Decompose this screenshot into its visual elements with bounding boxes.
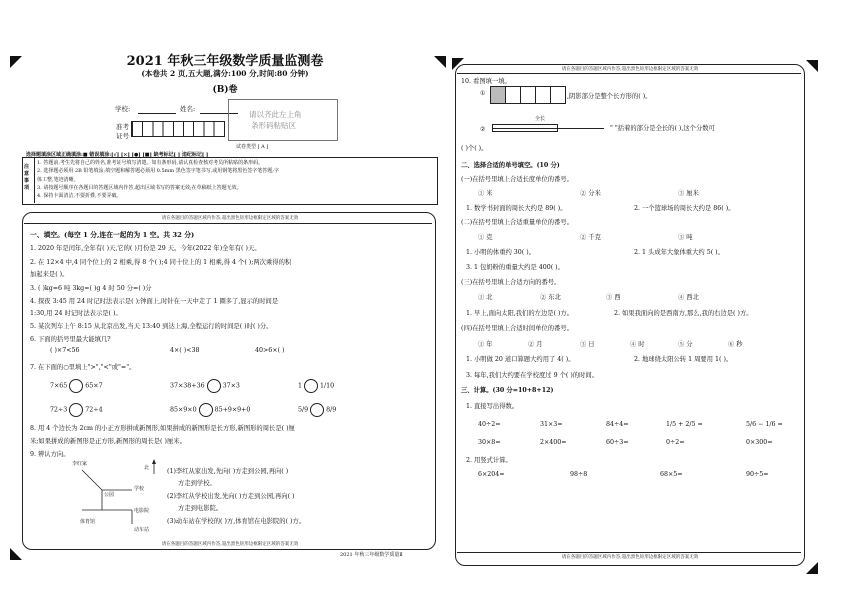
map-park: 公园: [104, 492, 115, 498]
q7-r1-b: 65×7: [85, 382, 103, 390]
notes-divider: [34, 157, 35, 203]
right-footer-note: 请在各题目的答题区域内作答,超出黑色矩形边框限定区域的答案无效: [561, 555, 699, 560]
id-label-line2: 证号: [116, 132, 129, 140]
q10: 10. 看图填一填。: [461, 78, 511, 85]
g2-opt2: ② 千克: [580, 234, 601, 241]
q9-3: (3)动车站在学校的( )方,体育馆在电影院的( )方。: [167, 518, 306, 525]
g4-q2: 2. 地球绕太阳公转 1 周要用 1( )。: [634, 356, 733, 363]
c1-r1-4: 1/5 + 2/5 =: [666, 421, 703, 428]
c1-r2-2: 2×400=: [540, 439, 567, 446]
q6: 6. 下面的括号里最大能填几?: [30, 336, 111, 343]
q9: 9. 辨认方向。: [30, 451, 70, 458]
g3-opt3: ③ 西: [606, 294, 621, 301]
fraction-rectangle: [490, 86, 566, 104]
map-station: 动车站: [134, 527, 150, 533]
c2-4: 90÷5=: [746, 471, 769, 478]
corner-marker-top-right: [434, 56, 446, 68]
g3-opt4: ④ 西北: [678, 294, 699, 301]
q7-row2-mid: [170, 403, 250, 417]
sticker-text-1: 请以齐此左上角: [249, 110, 302, 119]
g1-heading: (一)在括号里填上合适长度单位的番号。: [461, 176, 573, 183]
exam-subtitle: (本卷共 2 页,五大题,满分:100 分,时间:80 分钟): [141, 69, 309, 78]
corner-marker-right-br: [806, 562, 818, 574]
g4-q3: 3. 每年,我们大约要在学校度过 9 个( )的时间。: [466, 372, 598, 379]
q10b-line2: ( )个( )。: [461, 145, 488, 152]
g1-q1: 1. 数学书封面的周长大约是 89( )。: [466, 205, 567, 212]
g4-q1: 1. 小明做 20 道口算题大约用了 4( )。: [466, 356, 575, 363]
compare-circle[interactable]: [304, 379, 318, 393]
circled-1: ①: [480, 90, 486, 97]
q7-row1: [50, 379, 103, 393]
section1-heading: 一、填空。(每空 1 分,连在一起的为 1 空。共 32 分): [30, 231, 195, 239]
circled-2: ②: [480, 126, 486, 133]
note-5: 4. 保持卡面清洁,不要折叠,不要弄破。: [37, 193, 122, 200]
g1-opt3: ③ 厘米: [678, 190, 699, 197]
q7-r2-e: 5/9: [298, 406, 309, 414]
g3-opt2: ② 东北: [540, 294, 561, 301]
segment-highlight: [492, 124, 558, 132]
right-top-note-rule: [457, 73, 801, 74]
left-footer-note: 请在各题目的答题区域内作答,超出黑色矩形边框限定区域的答案无效: [161, 542, 299, 547]
full-length-label: 全长: [535, 116, 546, 122]
left-area-note-rule: [24, 223, 432, 224]
c2-2: 98÷8: [570, 471, 588, 478]
left-area-note: 请在各题目的答题区域内作答,超出黑色矩形边框限定区域的答案无效: [161, 216, 299, 221]
compare-circle[interactable]: [207, 379, 221, 393]
corner-marker-right-tr: [806, 60, 818, 72]
q7-row2: [50, 403, 103, 417]
right-top-note: 请在各题目的答题区域内作答,超出黑色矩形边框限定区域的答案无效: [561, 67, 699, 72]
g3-q1: 1. 早上,面向太阳,我们的左边是( )方。: [466, 310, 574, 317]
c1-r2-3: 60÷3=: [606, 439, 629, 446]
g4-opt1: ① 年: [478, 341, 493, 348]
q7-r2-f: 8/9: [326, 406, 337, 414]
q7-r2-b: 72÷4: [85, 406, 103, 414]
q1: 1. 2020 年是闰年,全年有( )天,它的( )月份是 29 天。今年(2022 年)全年有( )天。: [30, 245, 261, 252]
g2-heading: (二)在括号里填上合适重量单位的番号。: [461, 219, 573, 226]
q5: 5. 某次列车上午 8:15 从北京出发,当天 13:40 到达上海,全程运行的时间是( )时( )分。: [30, 323, 273, 330]
g3-heading: (三)在括号里填上合适方向的番号。: [461, 279, 561, 286]
section3-heading: 三、计算。(30 分=10+8+12): [461, 387, 554, 394]
q7-row1-mid: [170, 379, 240, 393]
g2-q3: 3. 1 包奶粉的重量大约是 400( )。: [466, 264, 564, 271]
id-label: [116, 123, 129, 141]
map-north: 北: [144, 465, 150, 471]
school-field[interactable]: [138, 113, 176, 114]
note-2: 2. 选择题必须用 2B 铅笔填涂;填空题和解答题必须用 0.5mm 黑色签字笔书写,或用钢笔将黑色签字笔答题;字: [37, 168, 279, 175]
q7-r1-c: 37×38+36: [170, 382, 205, 390]
paper-type: 试卷类型 [ A ]: [236, 144, 269, 150]
q10b: " "括着的部分是全长的( ),这个分数可: [610, 125, 715, 132]
exam-id-grid[interactable]: [131, 121, 225, 137]
q9-2-line1: (2)李红从学校出发,先向( )方走到公园,再向( ): [167, 493, 295, 500]
c1-r1-5: 5/6 − 1/6 =: [746, 421, 783, 428]
q7-r2-a: 72÷3: [50, 406, 68, 414]
c2-3: 68×5=: [660, 471, 683, 478]
q7-r2-c: 85×9×0: [170, 406, 197, 414]
g4-opt4: ④ 时: [630, 341, 645, 348]
left-footer-page: 2021 年秋三年级数学质量Ⅱ: [340, 552, 403, 558]
q7-r1-e: 1: [298, 382, 303, 390]
notes-list: [37, 159, 279, 200]
c1-r2-5: 0×300=: [746, 439, 773, 446]
barcode-sticker-area: [228, 99, 338, 141]
compare-circle[interactable]: [310, 403, 324, 417]
g3-opt1: ① 北: [478, 294, 493, 301]
name-label: 姓名:: [180, 105, 196, 113]
section2-heading: 二、选择合适的单号填空。(10 分): [461, 162, 560, 169]
map-home: 李红家: [72, 461, 88, 467]
q7-r2-d: 85+9×9+0: [214, 406, 251, 414]
q9-2-line2: 方走到电影院。: [178, 505, 223, 512]
q2-line2: 加起来是( )。: [30, 271, 69, 278]
notes-label: 注意事项: [24, 164, 30, 191]
c1-r1-2: 31×3=: [540, 421, 563, 428]
right-footer-rule: [457, 552, 801, 553]
c1-r1-3: 84÷4=: [606, 421, 629, 428]
q10a: ,阴影部分是整个长方形的( )。: [567, 93, 652, 100]
c1-r2-1: 30×8=: [478, 439, 501, 446]
note-3: 体工整,笔迹清晰。: [37, 176, 79, 183]
note-4: 3. 请按题号顺序在各题目的答题区域内作答,超出区域书写的答案无效;在草稿纸上答题无效。: [37, 184, 242, 191]
g1-opt2: ② 分米: [580, 190, 601, 197]
sticker-text-2: 条形码粘贴区: [251, 121, 296, 130]
g4-opt2: ② 月: [528, 341, 543, 348]
c2-heading: 2. 用竖式计算。: [466, 457, 512, 464]
q6b: 4×( )<38: [170, 347, 200, 354]
id-label-line1: 准考: [116, 123, 129, 131]
g2-opt1: ① 克: [478, 234, 493, 241]
q6a: ( )×7<56: [50, 347, 80, 354]
note-1: 1. 答题前,考生先将自己的姓名,准考证号填写清楚。如有条形码,请认真检查核对考员所粘贴的条形码。: [37, 160, 264, 166]
g3-q2: 2. 如果我面向的是西南方,那么,我的右边是( )方。: [614, 310, 753, 317]
map-gym: 体育馆: [80, 519, 96, 525]
q4-line2: 1:30,用 24 时记时法表示是( )。: [30, 310, 122, 317]
c1-heading: 1. 直接写出得数。: [466, 403, 519, 410]
c2-1: 6×204=: [478, 471, 505, 478]
map-school: 学校: [134, 486, 145, 492]
compare-circle[interactable]: [69, 403, 83, 417]
g4-opt6: ⑥ 秒: [728, 341, 743, 348]
g2-opt3: ③ 吨: [678, 234, 693, 241]
q3: 3. ( )kg=6 吨 3kg=( )g 4 时 50 分=( )分: [30, 285, 152, 292]
c1-r1-1: 40÷2=: [478, 421, 501, 428]
c1-r2-4: 0÷2=: [666, 439, 685, 446]
q2-line1: 2. 在 12×4 中,4 同个位上的 2 相乘,得 8 个( );4 同十位上的 1 相乘,得 4 个( );两次乘得的积: [30, 259, 292, 266]
rectangle-dividers: [491, 87, 565, 103]
q9-1-line2: 方走到学校。: [178, 480, 216, 487]
corner-marker-bottom-left: [10, 548, 22, 560]
g1-opt1: ① 米: [478, 190, 493, 197]
map-cinema: 电影院: [134, 508, 150, 514]
g2-q2: 2. 1 头成年大象体重大约 5( )。: [634, 249, 724, 256]
q7-r1-a: 7×65: [50, 382, 68, 390]
q7: 7. 在下面的○里填上">","<"或"="。: [30, 364, 136, 371]
g1-q2: 2. 一个篮球场的周长大约是 86( )。: [634, 205, 735, 212]
g4-opt3: ③ 日: [580, 341, 595, 348]
exam-version: (B)卷: [212, 85, 238, 95]
compare-circle[interactable]: [69, 379, 83, 393]
q8-line2: 米;如果拼成的新图形是正方形,新图形的周长是( )厘米。: [30, 438, 186, 445]
q6c: 40>6×( ): [255, 347, 285, 354]
school-label: 学校:: [115, 105, 131, 113]
q8-line1: 8. 用 4 个边长为 2cm 的小正方形拼成新图形,如果拼成的新图形是长方形,新图形的周长是( )厘: [30, 425, 295, 432]
compare-circle[interactable]: [199, 403, 213, 417]
q7-r1-d: 37×3: [222, 382, 240, 390]
exam-title: 2021 年秋三年级数学质量监测卷: [126, 54, 324, 69]
q7-row1-right: [298, 379, 334, 393]
q7-row2-right: [298, 403, 336, 417]
q9-1-line1: (1)李红从家出发,先向( )方走到公园,再向( ): [167, 468, 289, 475]
g4-heading: (四)在括号里填上合适时间单位的番号。: [461, 325, 573, 332]
q7-r1-f: 1/10: [320, 382, 335, 390]
fill-example: 选择题填涂区域正确填涂:■ 错误填涂:[√] [×] [●] [■] 缺考标记[ ] 违纪标记[ ]: [26, 152, 209, 158]
corner-marker-top-left: [10, 56, 22, 68]
g4-opt5: ⑤ 分: [678, 341, 693, 348]
g2-q1: 1. 小明的体重约 30( )。: [466, 249, 536, 256]
q4-line1: 4. 探夜 3:45 用 24 时记时法表示是( );钟面上,时针在一天中走了 1 圈多了,显示的时间是: [30, 298, 279, 305]
